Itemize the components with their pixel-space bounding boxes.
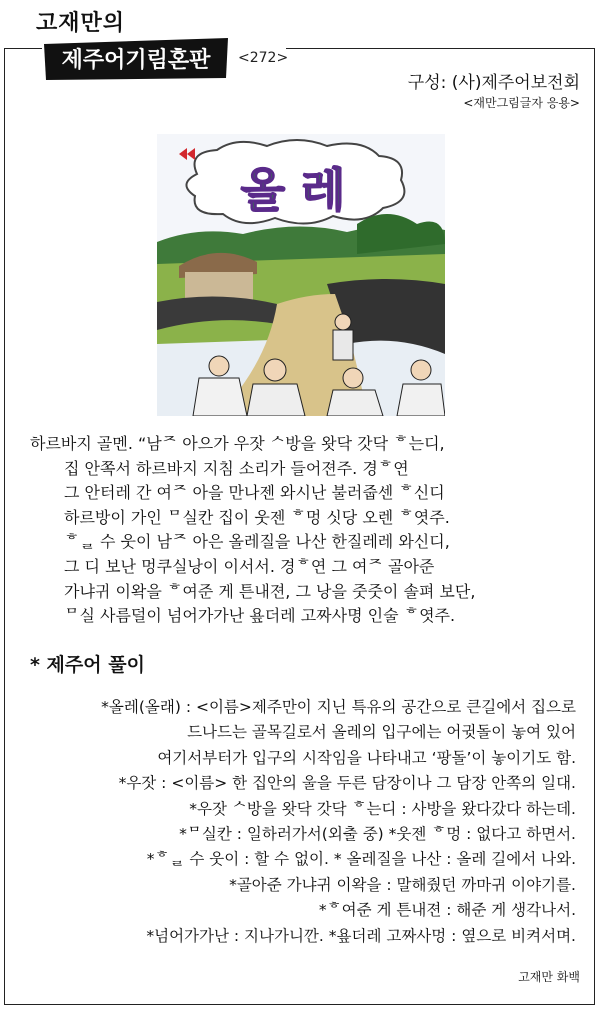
house-wall xyxy=(185,272,253,300)
story-line: ᄒᆯ 수 웃이 남ᄌ 아은 올레질을 나산 한질레레 와신디, xyxy=(64,532,450,552)
illustration-title: 올레 xyxy=(240,163,362,217)
story-line: 그 안터레 간 여ᄌ 아을 만나젠 와시난 불러줍센 ᄒ신디 xyxy=(64,483,445,503)
glossary-title: * 제주어 풀이 xyxy=(30,654,145,676)
series-logo xyxy=(42,34,230,82)
credit-line: 구성: (사)제주어보전회 xyxy=(407,73,580,93)
illustration xyxy=(157,134,445,416)
author-name: 고재만의 xyxy=(36,11,126,36)
story-line: 그 디 보난 멍쿠실낭이 이서서. 경ᄒ연 그 여ᄌ 골아준 xyxy=(64,556,435,576)
story-line: 하르방이 가인 ᄆ실칸 집이 웃젠 ᄒ멍 싯당 오렌 ᄒ엿주. xyxy=(64,507,450,527)
series-logo-title: 제주어기림혼판 xyxy=(61,48,211,73)
story-line: 하르바지 골멘. “남ᄌ 아으가 우잣 ᄉ방을 왓닥 갓닥 ᄒ는디, xyxy=(30,434,445,453)
artist-signature: 고재만 화백 xyxy=(518,970,580,984)
glossary-line: *넘어가가난 : 지나가니깐. *욮더레 고짜사멍 : 옆으로 비켜서며. xyxy=(146,926,576,945)
story-text xyxy=(30,432,590,629)
glossary-line: *ᄆ실칸 : 일하러가서(외출 중) *웃젠 ᄒ멍 : 없다고 하면서. xyxy=(179,824,576,843)
glossary-line: *올레(올래) : <이름>제주만이 지닌 특유의 공간으로 큰길에서 집으로 xyxy=(101,698,576,716)
person-man xyxy=(335,314,351,330)
issue-number: <272> xyxy=(238,50,289,66)
glossary-line: 드나드는 골목길로서 올레의 입구에는 어귓돌이 놓여 있어 xyxy=(187,723,576,742)
glossary-line: *ᄒ여준 게 튼내젼 : 해준 게 생각나서. xyxy=(318,901,576,920)
story-line: 가냐귀 이왁을 ᄒ여준 게 튼내젼, 그 낭을 줏줏이 솔펴 보단, xyxy=(64,581,476,601)
glossary-text xyxy=(16,695,576,949)
glossary-line: *골아준 가냐귀 이왁을 : 말해줬던 까마귀 이야기를. xyxy=(229,875,576,894)
glossary-line: *ᄒᆯ 수 웃이 : 할 수 없이. * 올레질을 나산 : 올레 길에서 나와. xyxy=(146,850,576,869)
credit-sub: <재만그림글자 응용> xyxy=(463,96,580,110)
glossary-line: 여기서부터가 입구의 시작임을 나타내고 ‘팡돌’이 놓이기도 함. xyxy=(157,748,576,767)
story-line: 집 안쪽서 하르바지 지침 소리가 들어젼주. 경ᄒ연 xyxy=(64,458,409,478)
glossary-line: *우잣 ᄉ방을 왓닥 갓닥 ᄒ는디 : 사방을 왔다갔다 하는데. xyxy=(189,799,576,818)
story-line: ᄆ실 사름덜이 넘어가가난 욮더레 고짜사명 인술 ᄒ엿주. xyxy=(64,606,456,626)
glossary-line: *우잣 : <이름> 한 집안의 울을 두른 담장이나 그 담장 안쪽의 일대. xyxy=(118,774,576,793)
